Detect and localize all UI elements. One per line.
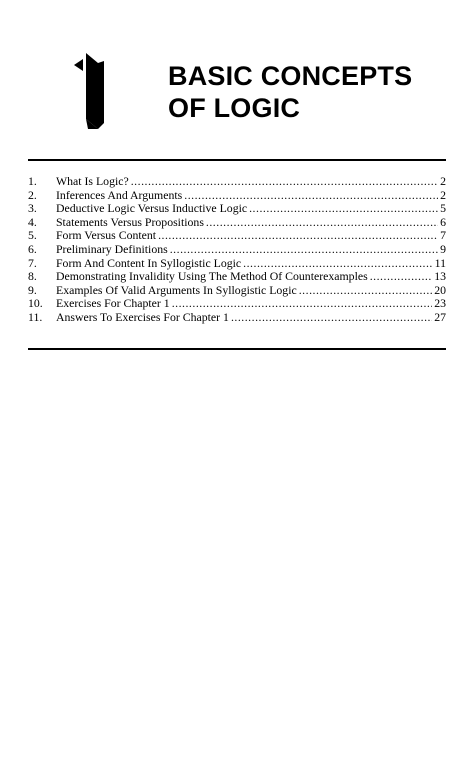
toc-dot-leader xyxy=(131,175,438,189)
toc-entry xyxy=(28,202,446,216)
toc-entry-title: Demonstrating Invalidity Using The Method Of Counterexamples xyxy=(56,269,368,284)
toc-entry-number: 2. xyxy=(28,187,37,202)
toc-entry-number: 9. xyxy=(28,282,37,297)
toc-entry-page: 11 xyxy=(434,255,446,270)
toc-entry xyxy=(28,284,446,298)
toc-entry-number: 8. xyxy=(28,269,37,284)
toc-entry-page: 7 xyxy=(440,228,446,243)
toc-entry-number: 10. xyxy=(28,296,43,311)
toc-dot-leader xyxy=(170,243,438,257)
toc-dot-leader xyxy=(249,202,438,216)
toc-entry-number: 6. xyxy=(28,241,37,256)
toc-entry-number: 4. xyxy=(28,214,37,229)
toc-entry-number: 11. xyxy=(28,309,43,324)
toc-entry-title: Exercises For Chapter 1 xyxy=(56,296,170,311)
table-of-contents xyxy=(28,175,446,325)
toc-entry-page: 2 xyxy=(440,187,446,202)
toc-entry xyxy=(28,257,446,271)
toc-entry xyxy=(28,229,446,243)
toc-entry-number: 5. xyxy=(28,228,37,243)
toc-entry-page: 13 xyxy=(434,269,446,284)
chapter-number-icon xyxy=(74,53,110,129)
toc-entry-page: 5 xyxy=(440,201,446,216)
toc-entry-page: 9 xyxy=(440,241,446,256)
chapter-title-line-2: OF LOGIC xyxy=(168,93,301,123)
toc-entry-page: 27 xyxy=(434,309,446,324)
toc-entry xyxy=(28,270,446,284)
toc-dot-leader xyxy=(370,270,433,284)
toc-entry xyxy=(28,311,446,325)
toc-entry-title: Form Versus Content xyxy=(56,228,157,243)
toc-entry-number: 1. xyxy=(28,174,37,188)
chapter-title-line-1: BASIC CONCEPTS xyxy=(168,61,413,91)
toc-entry-page: 23 xyxy=(434,296,446,311)
toc-entry-page: 6 xyxy=(440,214,446,229)
toc-dot-leader xyxy=(299,284,432,298)
toc-entry-number: 3. xyxy=(28,201,37,216)
bottom-divider xyxy=(28,348,446,350)
toc-dot-leader xyxy=(231,311,432,325)
toc-entry-title: Inferences And Arguments xyxy=(56,187,183,202)
toc-entry-title: Examples Of Valid Arguments In Syllogistic Logic xyxy=(56,282,297,297)
toc-dot-leader xyxy=(172,297,433,311)
toc-entry-title: Statements Versus Propositions xyxy=(56,214,204,229)
chapter-title xyxy=(168,60,412,124)
toc-entry xyxy=(28,216,446,230)
toc-entry-title: Deductive Logic Versus Inductive Logic xyxy=(56,201,248,216)
toc-dot-leader xyxy=(206,216,438,230)
toc-entry-page: 2 xyxy=(440,174,446,188)
toc-dot-leader xyxy=(243,257,432,271)
top-divider xyxy=(28,159,446,161)
toc-entry-title: Form And Content In Syllogistic Logic xyxy=(56,255,242,270)
toc-entry xyxy=(28,243,446,257)
toc-entry-number: 7. xyxy=(28,255,37,270)
toc-entry xyxy=(28,297,446,311)
toc-dot-leader xyxy=(158,229,438,243)
toc-dot-leader xyxy=(184,189,438,203)
toc-entry-page: 20 xyxy=(434,282,446,297)
toc-entry-title: Answers To Exercises For Chapter 1 xyxy=(56,309,229,324)
toc-entry-title: What Is Logic? xyxy=(56,174,129,188)
toc-entry-title: Preliminary Definitions xyxy=(56,241,168,256)
toc-entry xyxy=(28,175,446,189)
toc-entry xyxy=(28,189,446,203)
